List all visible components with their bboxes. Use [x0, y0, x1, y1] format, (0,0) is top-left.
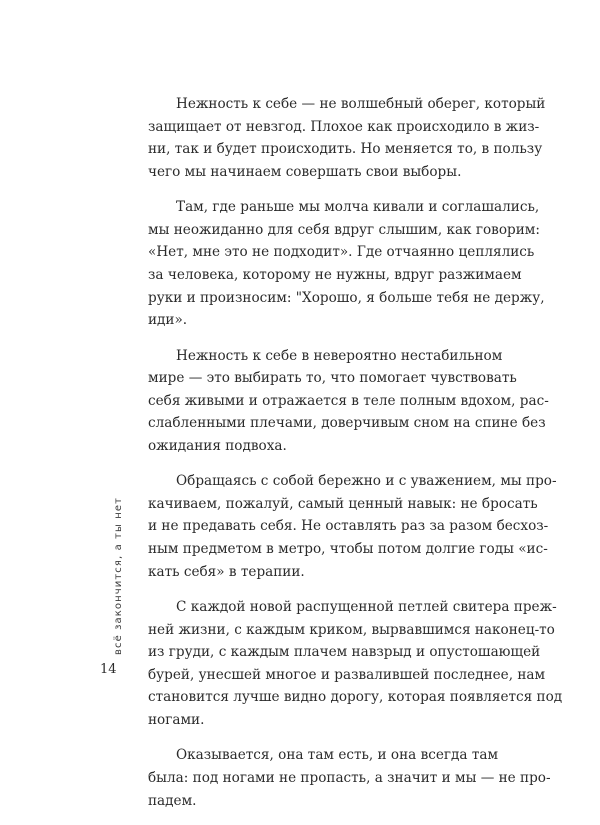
text-line: ным предметом в метро, чтобы потом долгие годы «ис-: [148, 541, 548, 558]
text-line: из груди, с каждым плачем навзрыд и опустошающей: [148, 644, 541, 661]
paragraph: [148, 744, 551, 812]
paragraph: [148, 345, 549, 458]
paragraph: [148, 196, 545, 332]
text-line: Нежность к себе — не волшебный оберег, который: [176, 96, 546, 112]
text-line: Оказывается, она там есть, и она всегда там: [176, 747, 499, 764]
text-line: чего мы начинаем совершать свои выборы.: [148, 163, 462, 180]
text-line: была: под ногами не пропасть, а значит и мы — не про-: [148, 770, 551, 787]
page-number: 14: [100, 662, 117, 677]
paragraph: [148, 470, 557, 583]
body-text: [148, 93, 563, 825]
text-line: за человека, которому не нужны, вдруг разжимаем: [148, 266, 522, 283]
text-line: мы неожиданно для себя вдруг слышим, как говорим:: [148, 221, 540, 238]
text-line: руки и произносим: "Хорошо, я больше тебя не держу,: [148, 289, 545, 306]
text-line: Обращаясь с собой бережно и с уважением, мы про-: [176, 473, 557, 490]
text-line: падем.: [148, 792, 197, 809]
text-line: С каждой новой распущенной петлей свитера преж-: [176, 599, 557, 616]
text-line: и не предавать себя. Не оставлять раз за разом бесхоз-: [148, 518, 549, 535]
text-line: Там, где раньше мы молча кивали и соглашались,: [176, 199, 540, 216]
text-line: «Нет, мне это не подходит». Где отчаянно цеплялись: [148, 244, 535, 261]
paragraph: [148, 596, 563, 732]
paragraph: [148, 93, 546, 183]
text-line: ней жизни, с каждым криком, вырвавшимся наконец-то: [148, 621, 555, 638]
text-line: Нежность к себе в невероятно нестабильном: [176, 347, 503, 364]
running-title: всё закончится, а ты нет: [113, 496, 124, 655]
text-line: ни, так и будет происходить. Но меняется то, в пользу: [148, 141, 543, 158]
text-line: слабленными плечами, доверчивым сном на спине без: [148, 415, 546, 432]
text-line: защищает от невзгод. Плохое как происходило в жиз-: [148, 118, 540, 135]
text-line: мире — это выбирать то, что помогает чувствовать: [148, 370, 517, 387]
text-line: кать себя» в терапии.: [148, 563, 305, 580]
text-line: себя живыми и отражается в теле полным вдохом, рас-: [148, 392, 549, 409]
text-line: ногами.: [148, 712, 205, 729]
text-line: качиваем, пожалуй, самый ценный навык: не бросать: [148, 495, 538, 512]
text-line: иди».: [148, 312, 188, 329]
text-line: бурей, унесшей многое и развалившей последнее, нам: [148, 666, 546, 683]
text-line: ожидания подвоха.: [148, 437, 287, 454]
text-line: становится лучше видно дорогу, которая появляется под: [148, 689, 563, 706]
